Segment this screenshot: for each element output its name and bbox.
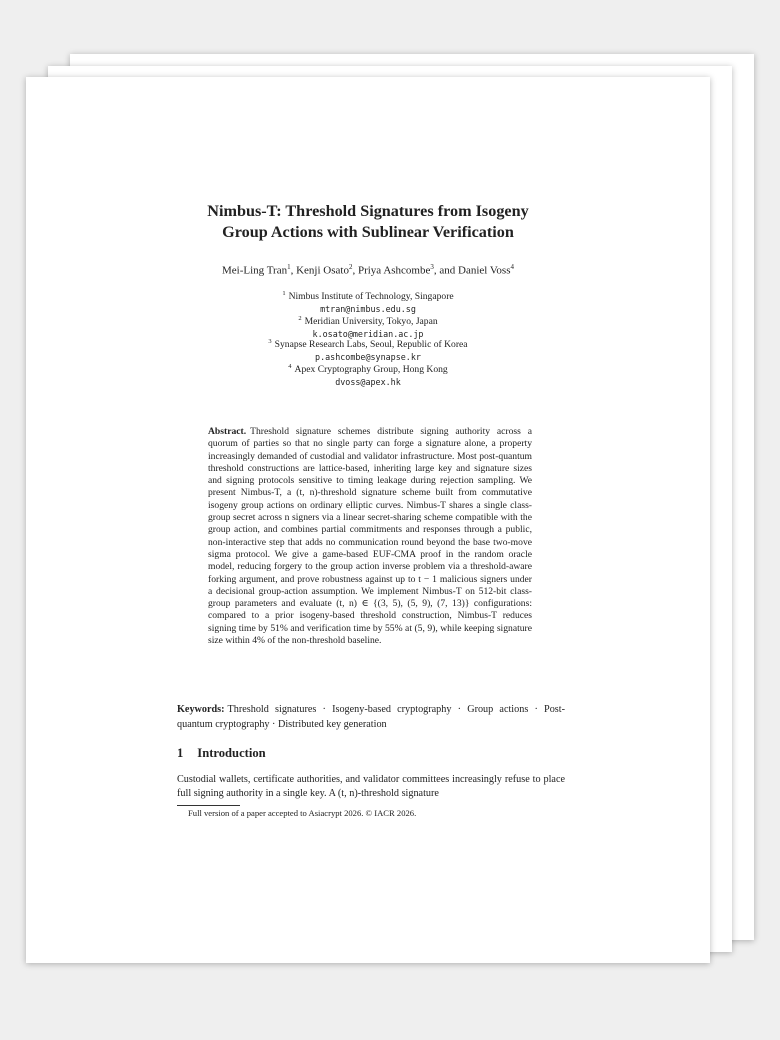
affiliation-mark: 3 xyxy=(268,338,272,345)
affiliation-institution: Apex Cryptography Group, Hong Kong xyxy=(294,364,448,376)
affiliation-email-3: p.ashcombe@synapse.kr xyxy=(315,352,421,362)
author-separator: , xyxy=(290,264,297,277)
affiliation-email-2: k.osato@meridian.ac.jp xyxy=(312,329,424,339)
author-name: Daniel Voss xyxy=(458,264,511,277)
section-number: 1 xyxy=(177,746,184,760)
section-title: Introduction xyxy=(197,746,266,760)
affiliation-email-1: mtran@nimbus.edu.sg xyxy=(320,304,416,314)
author-name: Mei-Ling Tran xyxy=(222,264,288,277)
introduction-paragraph: Custodial wallets, certificate authorities, and validator committees increasingly refuse to place full signing authority in a single key. A (t, n)-threshold signature xyxy=(177,774,565,799)
affiliation-institution: Synapse Research Labs, Seoul, Republic of Korea xyxy=(274,339,468,351)
affiliation-1 xyxy=(26,290,710,302)
affiliation-mark: 1 xyxy=(282,290,286,297)
affiliation-mark: 4 xyxy=(288,363,292,370)
paper-title-line-1: Nimbus-T: Threshold Signatures from Isogeny xyxy=(207,202,529,220)
author-name: Kenji Osato xyxy=(296,264,349,277)
footnote-rule xyxy=(177,805,240,806)
author-affiliation-mark: 2 xyxy=(348,263,353,271)
affiliation-3 xyxy=(26,338,710,350)
author-separator: , and xyxy=(433,264,459,277)
keywords-heading: Keywords: xyxy=(177,704,225,715)
affiliation-email-4: dvoss@apex.hk xyxy=(335,377,401,387)
keywords-body: Threshold signatures · Isogeny-based cryptography · Group actions · Post-quantum cryptography · Distributed key generation xyxy=(177,704,565,730)
paper-title-line-2: Group Actions with Sublinear Verification xyxy=(222,223,514,241)
affiliation-2 xyxy=(26,315,710,327)
affiliation-institution: Nimbus Institute of Technology, Singapore xyxy=(288,291,454,303)
paper-first-page xyxy=(26,77,710,963)
abstract xyxy=(208,426,532,647)
author-affiliation-mark: 1 xyxy=(287,263,291,271)
affiliation-institution: Meridian University, Tokyo, Japan xyxy=(304,316,438,328)
affiliation-4 xyxy=(26,363,710,375)
author-separator: , xyxy=(352,264,358,277)
author-affiliation-mark: 3 xyxy=(430,263,434,271)
affiliation-mark: 2 xyxy=(298,315,302,322)
author-name: Priya Ashcombe xyxy=(357,264,431,277)
abstract-heading: Abstract. xyxy=(208,426,247,437)
author-list xyxy=(26,263,710,277)
abstract-body: Threshold signature schemes distribute signing authority across a quorum of parties so that no single party can forge a signature alone, a property increasingly demanded of custodial and validator infrastructure. Most post-quantum threshold constructions are lattice-based, inheriting large key and signature sizes and signing protocols sensitive to timing leakage during rejection sampling. We present Nimbus-T, a (t, n)-threshold signature scheme built from commutative isogeny group actions on ordinary elliptic curves. Nimbus-T shares a single class-group secret across n signers via a linear secret-sharing scheme compatible with the group action, and combines partial commitments and responses through a public, non-interactive step that adds no communication round beyond the base two-move sigma protocol. We give a game-based EUF-CMA proof in the random oracle model, reducing forgery to the group action inverse problem via a threshold-aware forking argument, and prove robustness against up to t − 1 malicious signers under a decisional group-action assumption. We implement Nimbus-T on 512-bit class-group parameters and evaluate (t, n) ∈ {(3, 5), (5, 9), (7, 13)} configurations: compared to a prior isogeny-based threshold construction, Nimbus-T reduces signing time by 51% and verification time by 55% at (5, 9), while keeping signature size within 4% of the non-threshold baseline. xyxy=(208,426,532,647)
author-affiliation-mark: 4 xyxy=(510,263,514,271)
keywords xyxy=(177,703,565,732)
footnote: Full version of a paper accepted to Asiacrypt 2026. © IACR 2026. xyxy=(188,808,417,818)
section-heading-introduction xyxy=(177,746,266,761)
